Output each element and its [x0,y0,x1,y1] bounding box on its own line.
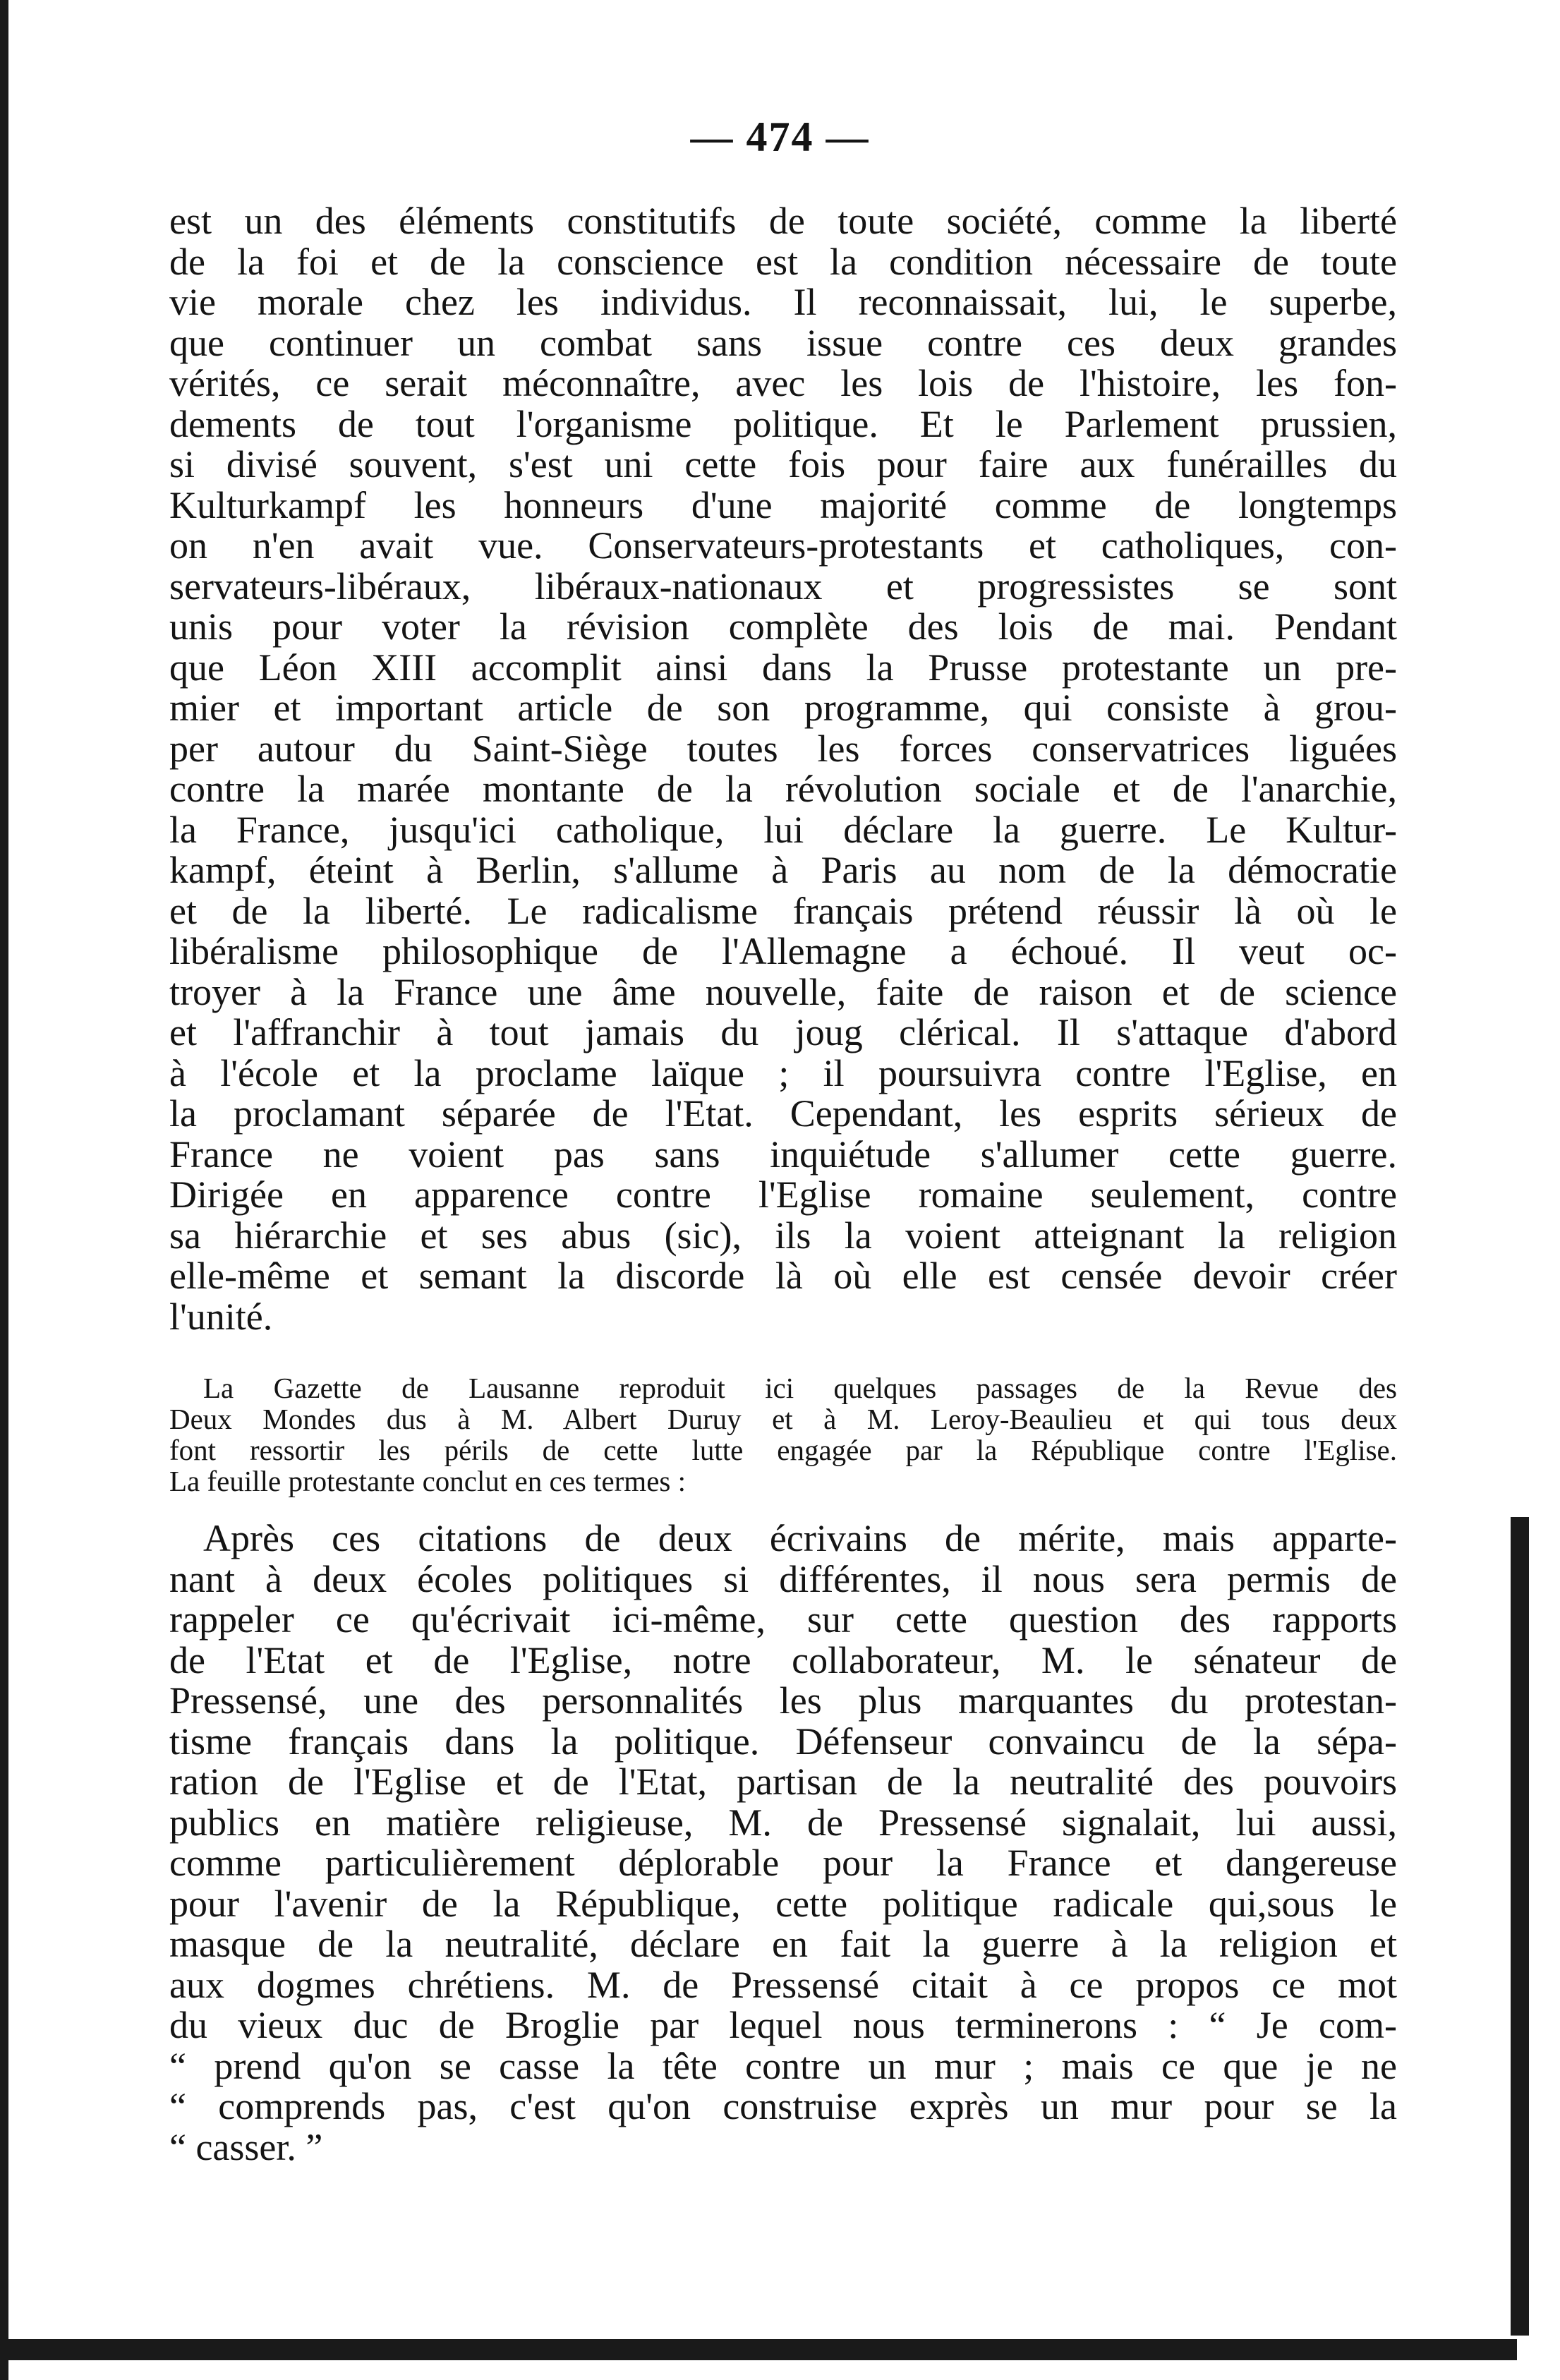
main-paragraph [169,201,1397,1337]
quoted-paragraph [169,1518,1397,2168]
quote-line: Pressensé, une des personnalités les plus marquantes du protestan- [169,1679,1397,1722]
text-line: et de la liberté. Le radicalisme français prétend réussir là où le [169,889,1397,932]
quote-line: masque de la neutralité, déclare en fait la guerre à la religion et [169,1923,1397,1965]
bottom-border-rule [0,2339,1517,2360]
quote-line: aux dogmes chrétiens. M. de Pressensé citait à ce propos ce mot [169,1963,1397,2006]
text-line: est un des éléments constitutifs de toute société, comme la liberté [169,200,1397,242]
quote-line: “ prend qu'on se casse la tête contre un mur ; mais ce que je ne [169,2044,1397,2087]
quote-line: Après ces citations de deux écrivains de mérite, mais apparte- [203,1517,1397,1559]
text-line: unis pour voter la révision complète des lois de mai. Pendant [169,605,1397,648]
text-line: servateurs-libéraux, libéraux-nationaux et progressistes se sont [169,564,1397,608]
text-line: dements de tout l'organisme politique. Et le Parlement prussien, [169,402,1397,445]
text-line: à l'école et la proclame laïque ; il poursuivra contre l'Eglise, en [169,1051,1397,1094]
text-line: l'unité. [169,1295,273,1338]
note-line: font ressortir les périls de cette lutte engagée par la République contre l'Eglise. [169,1434,1397,1466]
text-line: vérités, ce serait méconnaître, avec les lois de l'histoire, les fon- [169,362,1397,404]
page-number: — 474 — [690,114,870,160]
text-line: et l'affranchir à tout jamais du joug clérical. Il s'attaque d'abord [169,1011,1397,1053]
quote-line: “ casser. ” [169,2125,323,2168]
text-line: que continuer un combat sans issue contre ces deux grandes [169,321,1397,364]
quote-line: tisme français dans la politique. Défenseur convaincu de la sépa- [169,1720,1397,1763]
text-line: Kulturkampf les honneurs d'une majorité comme de longtemps [169,483,1397,526]
editorial-note [169,1372,1397,1497]
quote-line: du vieux duc de Broglie par lequel nous terminerons : “ Je com- [169,2004,1397,2046]
text-line: elle-même et semant la discorde là où elle est censée devoir créer [169,1255,1397,1297]
text-line: troyer à la France une âme nouvelle, faite de raison et de science [169,970,1397,1013]
text-line: kampf, éteint à Berlin, s'allume à Paris au nom de la démocratie [169,849,1397,891]
text-line: on n'en avait vue. Conservateurs-protestants et catholiques, con- [169,524,1397,567]
left-border-rule [0,0,8,2380]
text-line: de la foi et de la conscience est la condition nécessaire de toute [169,240,1397,283]
text-line: la proclamant séparée de l'Etat. Cependant, les esprits sérieux de [169,1092,1397,1135]
text-line: la France, jusqu'ici catholique, lui déclare la guerre. Le Kultur- [169,808,1397,851]
text-line: que Léon XIII accomplit ainsi dans la Prusse protestante un pre- [169,646,1397,689]
right-margin-rule [1511,1517,1529,2336]
quote-line: pour l'avenir de la République, cette politique radicale qui,sous le [169,1882,1397,1925]
quote-line: comme particulièrement déplorable pour la France et dangereuse [169,1842,1397,1884]
note-line: Deux Mondes dus à M. Albert Duruy et à M. Leroy-Beaulieu et qui tous deux [169,1403,1397,1435]
quote-line: ration de l'Eglise et de l'Etat, partisan de la neutralité des pouvoirs [169,1760,1397,1803]
quote-line: publics en matière religieuse, M. de Pressensé signalait, lui aussi, [169,1801,1397,1844]
text-line: si divisé souvent, s'est uni cette fois pour faire aux funérailles du [169,443,1397,485]
text-line: per autour du Saint-Siège toutes les forces conservatrices liguées [169,727,1397,770]
quote-line: rappeler ce qu'écrivait ici-même, sur cette question des rapports [169,1598,1397,1641]
quote-line: nant à deux écoles politiques si différentes, il nous sera permis de [169,1557,1397,1600]
text-line: Dirigée en apparence contre l'Eglise romaine seulement, contre [169,1173,1397,1216]
text-line: libéralisme philosophique de l'Allemagne a échoué. Il veut oc- [169,930,1397,972]
note-line: La Gazette de Lausanne reproduit ici quelques passages de la Revue des [203,1372,1397,1404]
quote-line: de l'Etat et de l'Eglise, notre collaborateur, M. le sénateur de [169,1638,1397,1681]
note-line: La feuille protestante conclut en ces termes : [169,1465,686,1497]
text-line: France ne voient pas sans inquiétude s'allumer cette guerre. [169,1132,1397,1176]
text-line: mier et important article de son programme, qui consiste à grou- [169,687,1397,729]
text-line: contre la marée montante de la révolution sociale et de l'anarchie, [169,768,1397,810]
text-line: sa hiérarchie et ses abus (sic), ils la voient atteignant la religion [169,1214,1397,1257]
quote-line: “ comprends pas, c'est qu'on construise exprès un mur pour se la [169,2085,1397,2127]
text-line: vie morale chez les individus. Il reconnaissait, lui, le superbe, [169,281,1397,323]
